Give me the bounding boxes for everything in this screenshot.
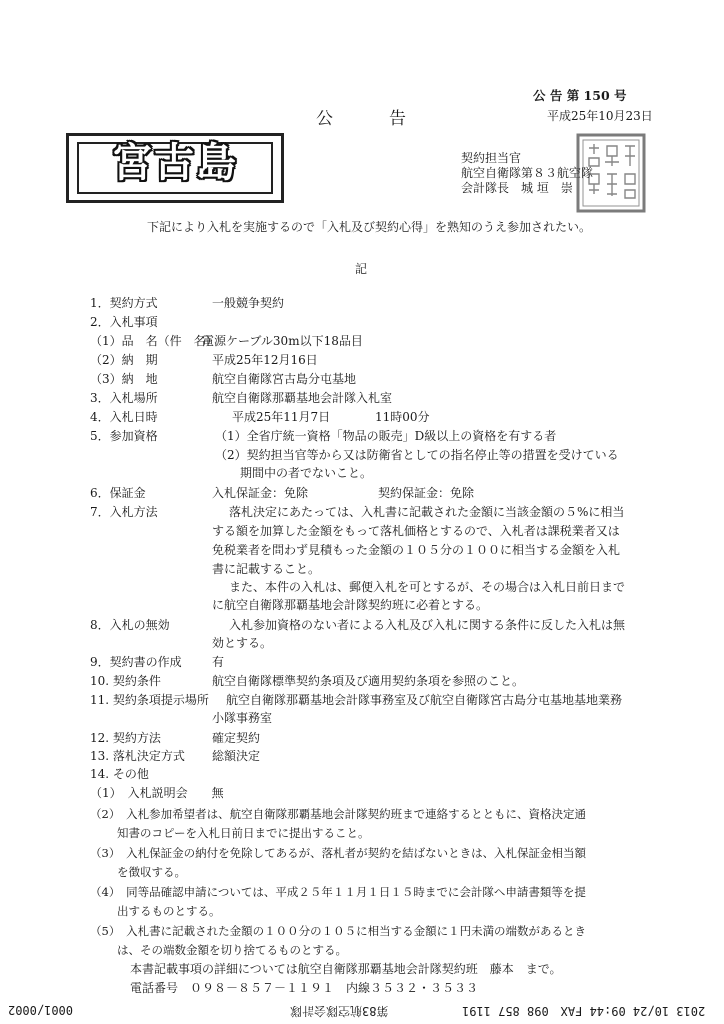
- contract-officer-title: 契約担当官: [461, 151, 522, 165]
- location-stamp: [66, 133, 284, 203]
- other-4-line-1: （4） 同等品確認申請については、平成２５年１１月１日１５時までに会計隊へ申請書類等を提: [90, 885, 586, 899]
- item-7-line-3: 免税業者を問わず見積もった金額の１０５分の１００に相当する金額を入札: [212, 543, 621, 557]
- item-12-value: 確定契約: [212, 731, 261, 745]
- item-9-label: 9．契約書の作成: [90, 655, 182, 669]
- item-7-line-6: に航空自衛隊那覇基地会計隊契約班に必着とする。: [212, 598, 489, 612]
- item-2-3-value: 航空自衛隊宮古島分屯基地: [212, 372, 357, 386]
- other-3-line-2: を徴収する。: [117, 865, 186, 879]
- item-5-label: 5．参加資格: [90, 429, 158, 443]
- item-11-line-2: 小隊事務室: [212, 711, 273, 725]
- contract-officer-name: 会計隊長 城 垣 崇: [461, 181, 573, 195]
- item-2-2-label: （2）納 期: [90, 353, 158, 367]
- other-2-line-1: （2） 入札参加希望者は、航空自衛隊那覇基地会計隊契約班まで連絡するとともに、資格決定通: [90, 807, 587, 821]
- contact-detail: 本書記載事項の詳細については航空自衛隊那覇基地会計隊契約班 藤本 まで。: [130, 962, 562, 976]
- fax-page: 0001/0002: [8, 1003, 74, 1017]
- location-stamp-text: 宮古島: [112, 140, 238, 186]
- item-9-value: 有: [212, 655, 225, 669]
- fax-datetime: 2013 10/24 09:44 FAX 098 857 1191: [462, 1004, 706, 1018]
- item-2-3-label: （3）納 地: [90, 372, 158, 386]
- notice-date: 平成25年10月23日: [547, 109, 653, 123]
- official-seal: [575, 132, 647, 214]
- item-6-value-1: 入札保証金：免除: [212, 486, 309, 500]
- item-7-line-1: 落札決定にあたっては、入札書に記載された金額に当該金額の５%に相当: [229, 505, 625, 519]
- item-4-date: 平成25年11月7日: [232, 410, 331, 424]
- other-5-line-1: （5） 入札書に記載された金額の１００分の１０５に相当する金額に１円未満の端数があるとき: [90, 924, 587, 938]
- item-14-label: 14. その他: [90, 767, 149, 781]
- item-8-label: 8．入札の無効: [90, 618, 170, 632]
- item-6-label: 6．保証金: [90, 486, 146, 500]
- item-10-value: 航空自衛隊標準契約条項及び適用契約条項を参照のこと。: [212, 674, 525, 688]
- other-3-line-1: （3） 入札保証金の納付を免除してあるが、落札者が契約を結ばないときは、入札保証金相当額: [90, 846, 587, 860]
- item-12-label: 12. 契約方法: [90, 731, 161, 745]
- fax-sender: 第83航空隊会計隊: [290, 1004, 389, 1018]
- contract-officer-unit: 航空自衛隊第８３航空隊: [461, 166, 594, 180]
- other-5-line-2: は、その端数金額を切り捨てるものとする。: [117, 943, 347, 957]
- item-11-line-1: 航空自衛隊那覇基地会計隊事務室及び航空自衛隊宮古島分屯基地基地業務: [226, 693, 623, 707]
- other-1: （1） 入札説明会 無: [90, 786, 224, 800]
- item-5-line-2: （2）契約担当官等から又は防衛省としての指名停止等の措置を受けている: [215, 448, 619, 462]
- item-2-label: 2．入札事項: [90, 315, 158, 329]
- item-8-line-1: 入札参加資格のない者による入札及び入札に関する条件に反した入札は無: [229, 618, 626, 632]
- item-4-label: 4．入札日時: [90, 410, 158, 424]
- other-4-line-2: 出するものとする。: [117, 904, 221, 918]
- item-8-line-2: 効とする。: [212, 636, 273, 650]
- page-title: 公告: [316, 109, 462, 129]
- contact-phone: 電話番号 ０９８－８５７－１１９１ 内線３５３２・３５３３: [130, 981, 479, 995]
- item-5-line-1: （1）全省庁統一資格「物品の販売」D級以上の資格を有する者: [215, 429, 557, 443]
- item-5-line-3: 期間中の者でないこと。: [240, 466, 373, 480]
- item-7-line-2: する額を加算した金額をもって落札価格とするので、入札者は課税業者又は: [212, 524, 620, 538]
- item-6-value-2: 契約保証金：免除: [378, 486, 475, 500]
- item-4-time: 11時00分: [375, 410, 430, 424]
- other-2-line-2: 知書のコピーを入札日前日までに提出すること。: [117, 826, 370, 840]
- ki-heading: 記: [355, 262, 368, 276]
- notice-number: 公 告 第 150 号: [533, 88, 627, 103]
- item-1-value: 一般競争契約: [212, 296, 285, 310]
- item-3-value: 航空自衛隊那覇基地会計隊入札室: [212, 391, 393, 405]
- item-2-1-label: （1）品 名（件 名）: [90, 334, 218, 348]
- item-2-1-value: 電源ケーブル30m以下18品目: [202, 334, 363, 348]
- item-1-label: 1．契約方式: [90, 296, 158, 310]
- item-13-value: 総額決定: [212, 749, 261, 763]
- item-7-line-5: また、本件の入札は、郵便入札を可とするが、その場合は入札日前日まで: [229, 580, 626, 594]
- intro-text: 下記により入札を実施するので「入札及び契約心得」を熟知のうえ参加されたい。: [147, 220, 592, 234]
- item-10-label: 10. 契約条件: [90, 674, 161, 688]
- item-11-label: 11. 契約条項提示場所: [90, 693, 209, 707]
- item-13-label: 13. 落札決定方式: [90, 749, 185, 763]
- item-3-label: 3．入札場所: [90, 391, 158, 405]
- item-7-line-4: 書に記載すること。: [212, 562, 321, 576]
- item-2-2-value: 平成25年12月16日: [212, 353, 318, 367]
- item-7-label: 7．入札方法: [90, 505, 158, 519]
